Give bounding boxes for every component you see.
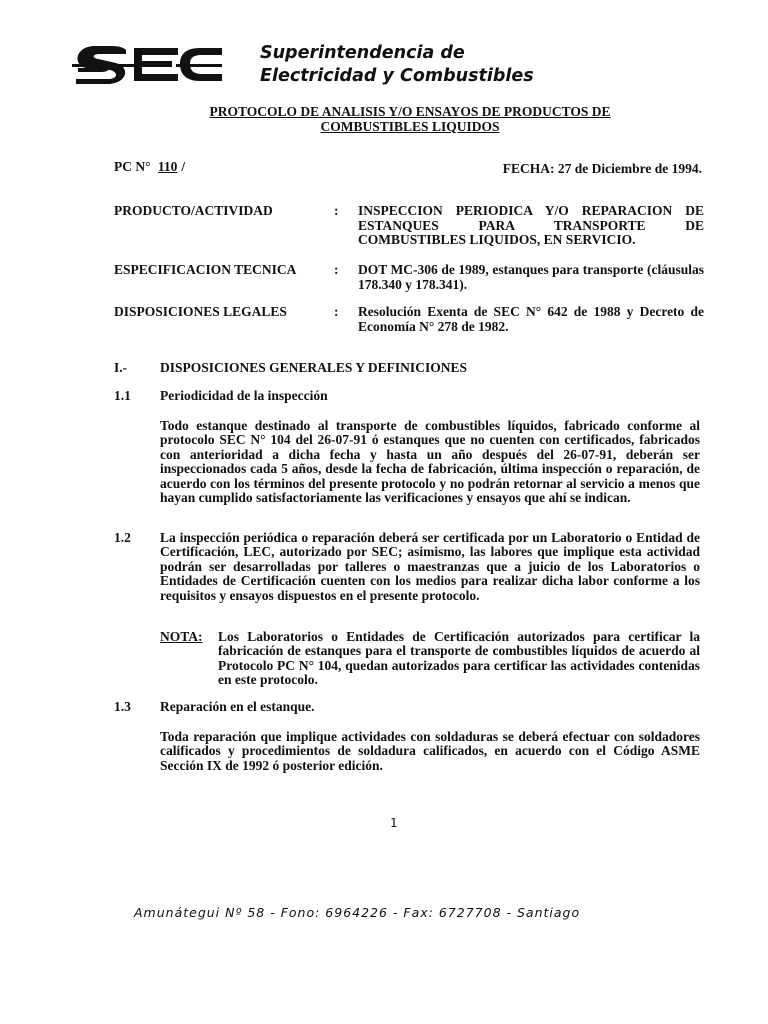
agency-name (260, 42, 534, 88)
date (503, 162, 702, 176)
field-value: DOT MC-306 de 1989, estanques para transporte (cláusulas 178.340 y 178.341). (358, 262, 704, 292)
title-line-2: COMBUSTIBLES LIQUIDOS (320, 119, 500, 134)
pc-suffix: / (181, 159, 186, 174)
field-colon: : (334, 203, 339, 218)
pc-label: PC N° (114, 159, 151, 174)
document-title (150, 104, 670, 134)
protocol-number (114, 160, 185, 174)
section-number: 1.3 (114, 699, 131, 714)
agency-line-1: Superintendencia de (260, 43, 465, 63)
field-label: DISPOSICIONES LEGALES (114, 304, 287, 319)
section-title: Periodicidad de la inspección (160, 388, 328, 403)
field-label: ESPECIFICACION TECNICA (114, 262, 297, 277)
field-colon: : (334, 262, 339, 277)
paragraph-1-3: Toda reparación que implique actividades con soldaduras se deberá efectuar con soldadores calificados y procedimientos de soldadura calificados, en acuerdo con el Código ASME Sección IX de 1992 ó posterior edición. (160, 729, 700, 773)
section-number: 1.2 (114, 530, 131, 545)
paragraph-1-2: La inspección periódica o reparación deberá ser certificada por un Laboratorio o Entidad de Certificación, LEC, autorizado por SEC; asimismo, las labores que implique esta actividad podrán ser desarrolladas por talleres o maestranzas que a juicio de los Laboratorios o Entidades de Certificación cuenten con los medios para realizar dicha labor conforme a los requisitos y ensayos dispuestos en el presente protocolo. (160, 530, 700, 603)
agency-line-2: Electricidad y Combustibles (260, 66, 534, 86)
paragraph-1-1: Todo estanque destinado al transporte de combustibles líquidos, fabricado conforme al protocolo SEC N° 104 del 26-07-91 ó estanques que no cuenten con certificados, fabricados con anterioridad a dicha fecha y hasta un año después del 26-07-91, deberán ser inspeccionados cada 5 años, desde la fecha de fabricación, última inspección o reparación, de acuerdo con los términos del presente protocolo y no podrán retornar al servicio a menos que hayan cumplido satisfactoriamente las verificaciones y ensayos que ahí se indican. (160, 418, 700, 506)
section-title: DISPOSICIONES GENERALES Y DEFINICIONES (160, 360, 467, 375)
field-value: INSPECCION PERIODICA Y/O REPARACION DE ESTANQUES PARA TRANSPORTE DE COMBUSTIBLES LIQUIDOS, EN SERVICIO. (358, 203, 704, 247)
title-line-1: PROTOCOLO DE ANALISIS Y/O ENSAYOS DE PRODUCTOS DE (209, 104, 611, 119)
section-number: I.- (114, 360, 128, 375)
page-number: 1 (390, 816, 398, 830)
nota-text: Los Laboratorios o Entidades de Certificación autorizados para certificar la fabricación de estanques para el transporte de combustibles líquidos de acuerdo al Protocolo PC N° 104, quedan autorizados para certificar las actividades contenidas en este protocolo. (218, 629, 700, 688)
field-colon: : (334, 304, 339, 319)
date-value: 27 de Diciembre de 1994. (557, 161, 702, 176)
section-title: Reparación en el estanque. (160, 699, 315, 714)
field-value: Resolución Exenta de SEC N° 642 de 1988 y Decreto de Economía N° 278 de 1982. (358, 304, 704, 334)
sec-logo (72, 42, 232, 88)
pc-number: 110 (157, 159, 178, 174)
nota-label: NOTA: (160, 629, 203, 644)
field-label: PRODUCTO/ACTIVIDAD (114, 203, 273, 218)
section-number: 1.1 (114, 388, 131, 403)
date-label: FECHA: (502, 161, 555, 176)
footer-address: Amunátegui Nº 58 - Fono: 6964226 - Fax: 6727708 - Santiago (134, 905, 581, 920)
